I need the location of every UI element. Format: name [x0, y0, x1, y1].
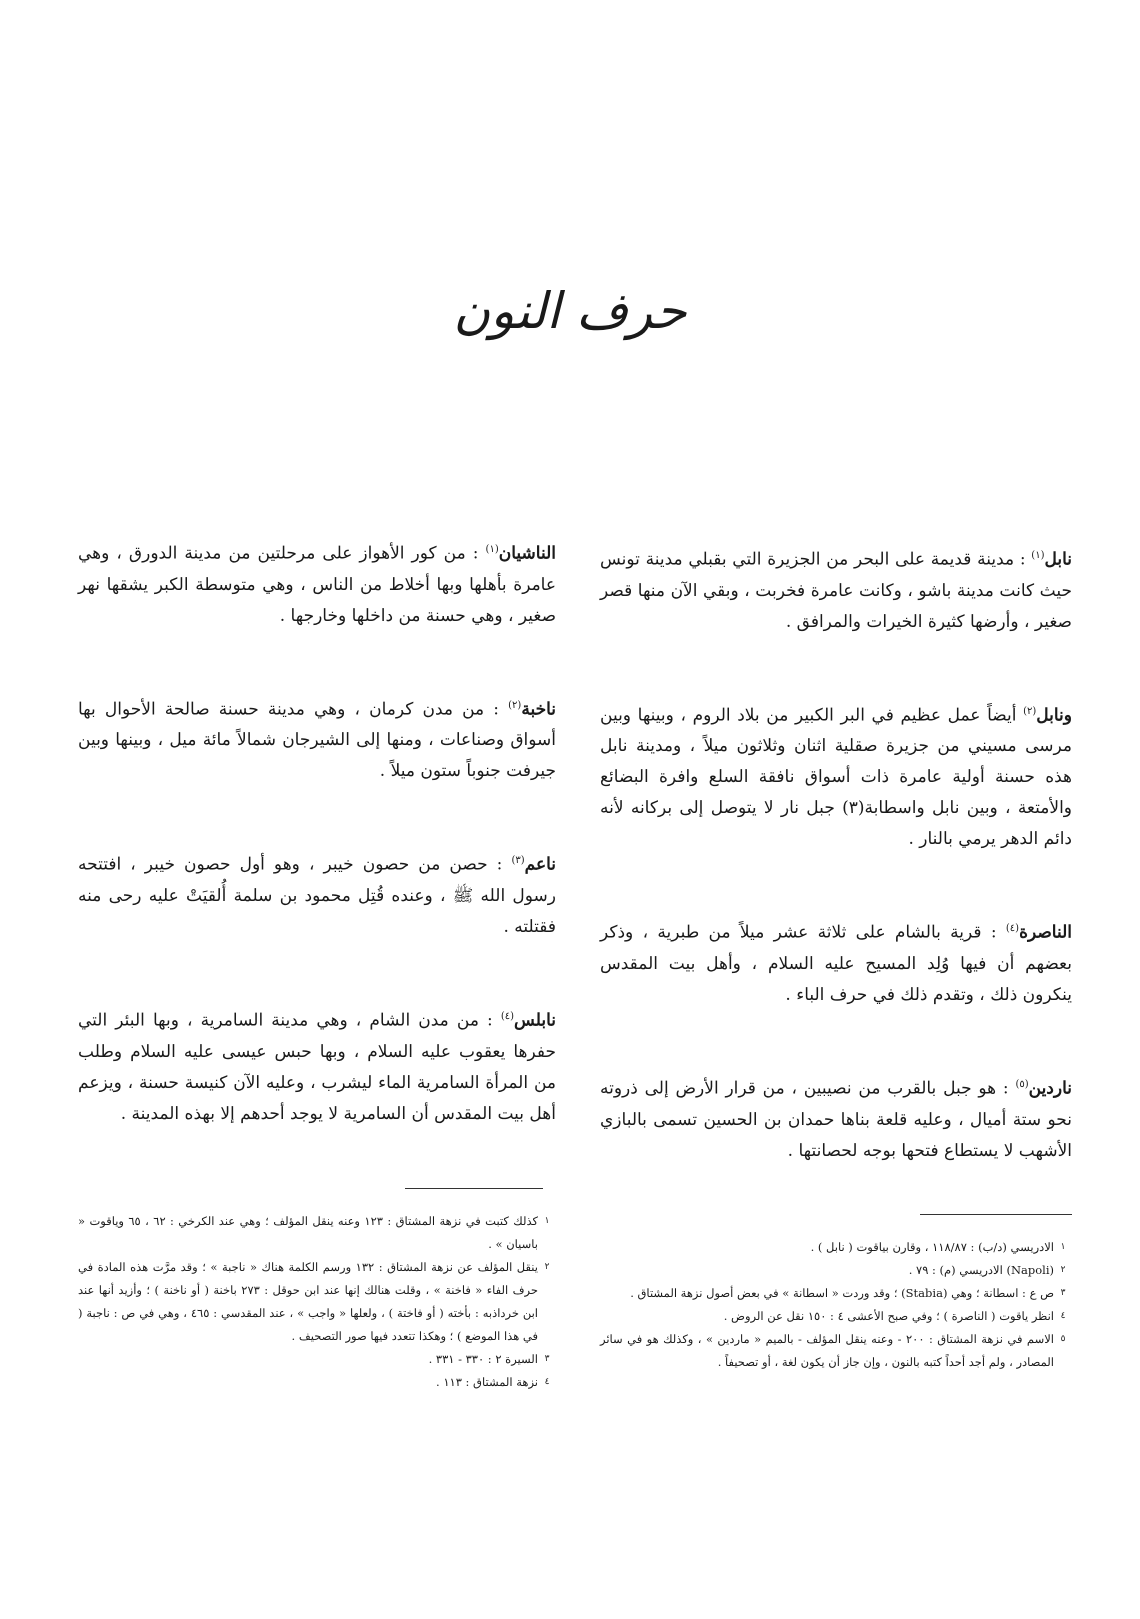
footnote-text: الاسم في نزهة المشتاق : ٢٠٠ - وعنه ينقل المؤلف - بالميم « ماردين » ، وكذلك هو في سائر المصادر ، ولم أجد أحداً كتبه بالنون ، وإن جاز أن يكون لغة ، أو تصحيفاً . — [600, 1332, 1054, 1369]
footnote-number: ٣ — [544, 1354, 550, 1364]
footnote — [600, 1282, 1072, 1305]
footnote-number: ٣ — [1060, 1288, 1066, 1298]
footnote-text: انظر ياقوت ( الناصرة ) ؛ وفي صبح الأعشى ٤ : ١٥٠ نقل عن الروض . — [723, 1309, 1054, 1323]
entry-head: نابل — [1044, 549, 1072, 570]
entry-nardin — [600, 1069, 1072, 1167]
footnote-text: نزهة المشتاق : ١١٣ . — [436, 1375, 538, 1389]
entry-head: ناعم — [524, 854, 556, 875]
footnote-number: ١ — [1060, 1242, 1066, 1252]
footnote-number: ٢ — [544, 1262, 550, 1272]
right-footnotes — [600, 1236, 1072, 1374]
left-footnotes — [78, 1210, 556, 1394]
entry-nakhiba — [78, 690, 556, 788]
entry-head: الناشيان — [498, 543, 556, 564]
footnote — [600, 1259, 1072, 1282]
footnote-text: كذلك كتبت في نزهة المشتاق : ١٢٣ وعنه ينقل المؤلف ؛ وهي عند الكرخي : ٦٢ ، ٦٥ وياقوت « باسيان » . — [78, 1214, 538, 1251]
footnote-separator — [405, 1188, 543, 1189]
entry-nashiyan — [78, 534, 556, 632]
entry-head: نابلس — [514, 1010, 556, 1031]
entry-text: : قرية بالشام على ثلاثة عشر ميلاً من طبرية ، وذكر بعضهم أن فيها وُلِد المسيح عليه السلام ، وأهل بيت المقدس ينكرون ذلك ، وتقدم ذلك في حرف الباء . — [600, 922, 1072, 1005]
note-ref: (٢) — [508, 699, 522, 711]
entry-text: : مدينة قديمة على البحر من الجزيرة التي بقبلي مدينة تونس حيث كانت مدينة باشو ، وكانت عامرة فخربت ، وبقي الآن منها قصر صغير ، وأرضها كثيرة الخيرات والمرافق . — [600, 549, 1072, 632]
footnote — [600, 1328, 1072, 1374]
entry-wanabil — [600, 696, 1072, 856]
entry-text: : هو جبل بالقرب من نصيبين ، من قرار الأرض إلى ذروته نحو ستة أميال ، وعليه قلعة بناها حمدان بن الحسين تسمى بالبازي الأشهب لا يستطاع فتحها بوجه لحصانتها . — [600, 1078, 1072, 1161]
footnote-number: ٤ — [544, 1377, 550, 1387]
entry-text: : من مدن كرمان ، وهي مدينة حسنة صالحة الأحوال بها أسواق وصناعات ، ومنها إلى الشيرجان شمالاً مائة ميل ، وبينها وبين جيرفت جنوباً ستون ميلاً . — [78, 699, 556, 782]
entry-text: : حصن من حصون خيبر ، وهو أول حصون خيبر ، افتتحه رسول الله ﷺ ، وعنده قُتِل محمود بن سلمة أُلقيَتْ عليه رحى منه فقتلته . — [78, 854, 556, 937]
entry-nablus — [78, 1001, 556, 1130]
footnote — [78, 1256, 556, 1348]
entry-head: ونابل — [1036, 705, 1072, 726]
note-ref: (١) — [1031, 550, 1045, 561]
footnote-number: ٥ — [1060, 1334, 1066, 1344]
entry-head: الناصرة — [1019, 922, 1072, 943]
note-ref: (٢) — [1023, 705, 1037, 717]
note-ref: (٥) — [1015, 1078, 1029, 1090]
entry-text: أيضاً عمل عظيم في البر الكبير من بلاد الروم ، وبينها وبين مرسى مسيني من جزيرة صقلية اثنان وثلاثون ميلاً ، ومدينة نابل هذه حسنة أولية عامرة ذات أسواق نافقة السلع وافرة البضائع والأمتعة ، وبين نابل واسطابة(٣) جبل نار لا يتوصل إلى بركانه لأنه دائم الدهر يرمي بالنار . — [600, 705, 1072, 850]
entry-text: : من كور الأهواز على مرحلتين من مدينة الدورق ، وهي عامرة بأهلها وبها أخلاط من الناس ، وهي متوسطة الكبر يشقها نهر صغير ، وهي حسنة من داخلها وخارجها . — [78, 543, 556, 626]
footnote — [78, 1348, 556, 1371]
right-column — [600, 540, 1072, 1225]
entry-head: ناردين — [1028, 1078, 1072, 1099]
note-ref: (١) — [485, 544, 499, 555]
footnote — [78, 1210, 556, 1256]
footnote — [78, 1371, 556, 1394]
footnote-number: ١ — [544, 1216, 550, 1226]
note-ref: (٣) — [511, 855, 525, 867]
left-column — [78, 534, 556, 1188]
note-ref: (٤) — [1005, 923, 1020, 935]
footnote-text: ص ع : اسطانة ؛ وهي (Stabia) ؛ وقد وردت « اسطانة » في بعض أصول نزهة المشتاق . — [630, 1286, 1054, 1300]
footnote — [600, 1236, 1072, 1259]
footnote-number: ٤ — [1060, 1311, 1066, 1321]
footnote-number: ٢ — [1060, 1265, 1066, 1275]
entry-nabil — [600, 540, 1072, 638]
footnote-text: ينقل المؤلف عن نزهة المشتاق : ١٣٢ ورسم الكلمة هناك « ناجبة » ؛ وقد مرَّت هذه المادة في حرف الفاء « فاخنة » ، وقلت هنالك إنها عند ابن حوقل : ٢٧٣ باخنة ( أو ناخنة ) ؛ وأزيد أنها عند ابن خرداذبه : بأخته ( أو فاختة ) ، ولعلها « واجب » ، عند المقدسي : ٤٦٥ ، وهي في ص : ناجبة ( في هذا الموضع ) ؛ وهكذا تتعدد فيها صور التصحيف . — [78, 1260, 538, 1343]
footnote-text: (Napoli) الادريسي (م) : ٧٩ . — [908, 1263, 1054, 1277]
footnote — [600, 1305, 1072, 1328]
entry-nasira — [600, 913, 1072, 1011]
footnote-text: السيرة ٢ : ٣٣٠ - ٣٣١ . — [428, 1352, 538, 1366]
note-ref: (٤) — [500, 1010, 515, 1022]
footnote-text: الادريسي (د/ب) : ١١٨/٨٧ ، وقارن بياقوت ( نابل ) . — [810, 1240, 1054, 1254]
entry-text: : من مدن الشام ، وهي مدينة السامرية ، وبها البئر التي حفرها يعقوب عليه السلام ، وبها حبس عيسى عليه السلام وطلب من المرأة السامرية الماء ليشرب ، وعليه الآن كنيسة حسنة ، ويزعم أهل بيت المقدس أن السامرية لا يوجد أحدهم إلا بهذه المدينة . — [78, 1010, 556, 1124]
footnote-separator — [920, 1214, 1072, 1215]
entry-naim — [78, 845, 556, 943]
chapter-title: حرف النون — [453, 282, 687, 340]
entry-head: ناخبة — [521, 699, 556, 720]
